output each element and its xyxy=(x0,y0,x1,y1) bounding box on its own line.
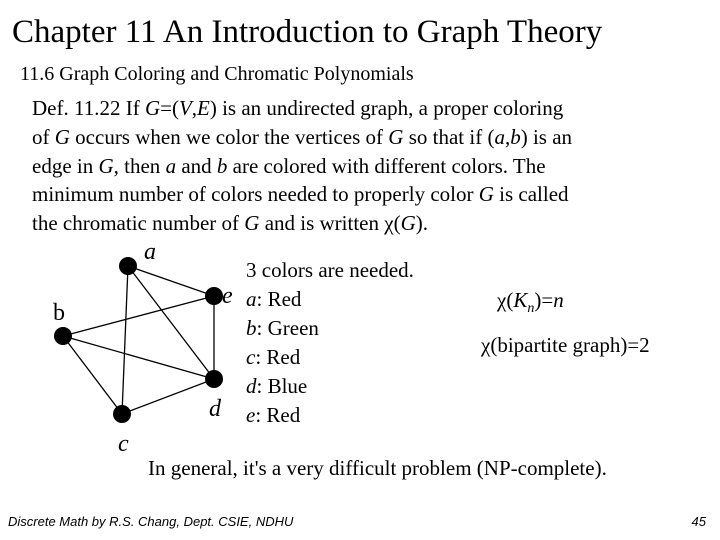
coloring-sep: : xyxy=(256,287,268,311)
edge-c-d xyxy=(122,379,214,414)
def-text: minimum number of colors needed to properly color xyxy=(32,182,479,207)
def-var: a xyxy=(165,153,177,178)
coloring-vertex: c xyxy=(246,345,256,369)
formula-text: )= xyxy=(534,288,554,312)
footer-credit: Discrete Math by R.S. Chang, Dept. CSIE, NDHU xyxy=(8,514,294,529)
def-var: G xyxy=(98,153,114,178)
page-number: 45 xyxy=(691,514,706,529)
vertex-label-b: b xyxy=(53,300,65,326)
edge-a-d xyxy=(128,266,214,379)
def-text: , xyxy=(191,96,198,120)
def-var: G xyxy=(144,96,161,120)
coloring-item xyxy=(246,372,414,401)
vertex-label-e: e xyxy=(222,283,233,309)
formula-var: K xyxy=(513,288,528,312)
section-subtitle: 11.6 Graph Coloring and Chromatic Polynomials xyxy=(20,63,414,85)
def-text: are colored with different colors. The xyxy=(227,153,546,178)
def-text: ) is an undirected graph, a proper coloring xyxy=(209,96,564,120)
edge-b-d xyxy=(63,336,214,379)
def-var: E xyxy=(197,96,210,120)
coloring-item xyxy=(246,343,414,372)
coloring-vertex: d xyxy=(246,374,257,398)
coloring-sep: : xyxy=(255,403,267,427)
coloring-vertex: a xyxy=(246,287,257,311)
def-var: G xyxy=(54,124,70,149)
coloring-item xyxy=(246,401,414,430)
vertex-d xyxy=(205,370,223,388)
vertex-a xyxy=(119,257,137,275)
vertex-b xyxy=(54,327,72,345)
coloring-sep: : xyxy=(256,374,268,398)
coloring-color: Red xyxy=(267,287,302,311)
def-var: G xyxy=(244,211,260,236)
vertex-label-c: c xyxy=(118,431,129,457)
general-note: In general, it's a very difficult problem (NP-complete). xyxy=(148,456,607,480)
def-text: is called xyxy=(493,182,569,207)
coloring-sep: : xyxy=(255,345,267,369)
def-text: , xyxy=(504,124,511,149)
def-text: and xyxy=(176,153,217,178)
def-text: of xyxy=(32,124,55,149)
chromatic-complete-formula xyxy=(497,288,564,321)
def-var: G xyxy=(388,124,404,149)
def-var: G xyxy=(478,182,494,207)
coloring-item xyxy=(246,314,414,343)
coloring-list xyxy=(246,256,414,430)
chromatic-bipartite-formula: χ(bipartite graph)=2 xyxy=(481,333,650,357)
def-text: ). xyxy=(415,211,428,236)
edge-b-c xyxy=(63,336,122,414)
edge-a-c xyxy=(122,266,128,414)
coloring-sep: : xyxy=(256,316,268,340)
coloring-color: Red xyxy=(266,345,301,369)
def-text: and is written χ( xyxy=(259,211,401,236)
coloring-vertex: b xyxy=(246,316,257,340)
def-text: Def. 11.22 If xyxy=(32,96,145,120)
coloring-color: Green xyxy=(267,316,319,340)
vertex-label-d: d xyxy=(209,396,221,422)
vertex-label-a: a xyxy=(144,239,156,265)
def-text: the chromatic number of xyxy=(32,211,245,236)
coloring-vertex: e xyxy=(246,403,256,427)
edge-a-e xyxy=(128,266,214,296)
coloring-item xyxy=(246,285,414,314)
def-text: , then xyxy=(113,153,166,178)
vertex-c xyxy=(113,405,131,423)
def-var: G xyxy=(400,211,416,236)
def-var: a xyxy=(494,124,505,149)
def-var: b xyxy=(216,153,228,178)
vertex-e xyxy=(205,287,223,305)
def-var: b xyxy=(510,124,521,149)
coloring-color: Red xyxy=(266,403,301,427)
def-text: so that if ( xyxy=(403,124,495,149)
edge-b-e xyxy=(63,296,214,336)
def-text: edge in xyxy=(32,153,99,178)
slide-title: Chapter 11 An Introduction to Graph Theory xyxy=(12,14,603,50)
formula-var: n xyxy=(553,288,564,312)
formula-subscript: n xyxy=(527,301,535,317)
formula-text: χ( xyxy=(497,288,514,312)
coloring-color: Blue xyxy=(267,374,308,398)
def-text: occurs when we color the vertices of xyxy=(69,124,389,149)
def-text: ) is an xyxy=(520,124,573,149)
coloring-heading: 3 colors are needed. xyxy=(246,258,414,282)
def-var: V xyxy=(178,96,192,120)
def-text: =( xyxy=(160,96,179,120)
